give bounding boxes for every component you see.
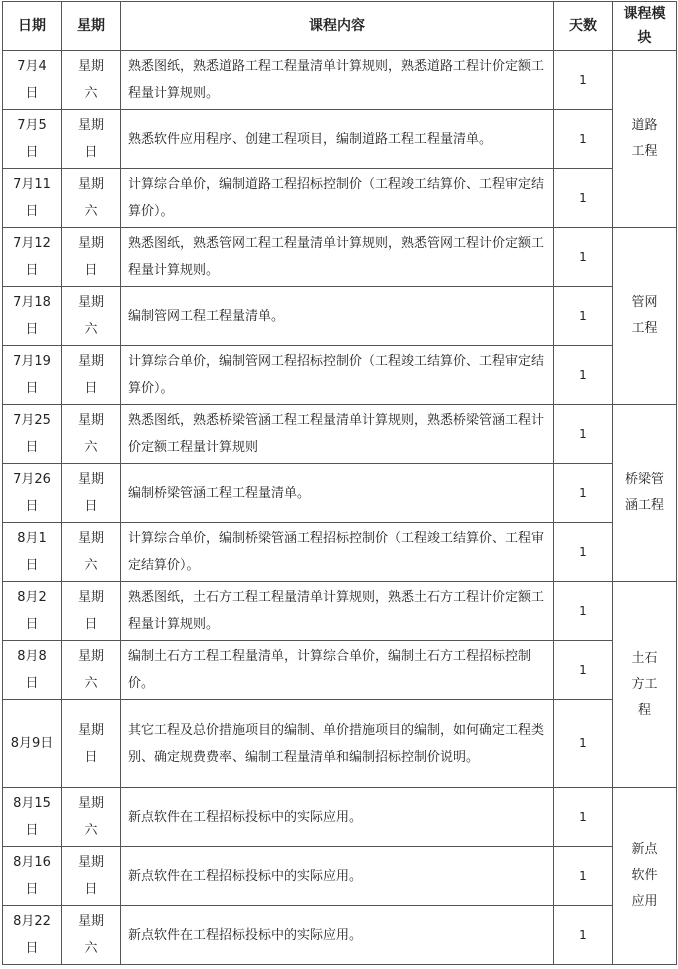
weekday-text: 星期日 (77, 722, 104, 765)
days-cell: 1 (554, 169, 613, 228)
content-cell: 熟悉图纸，熟悉道路工程工程量清单计算规则，熟悉道路工程计价定额工程量计算规则。 (121, 51, 554, 110)
date-cell (3, 847, 62, 906)
weekday-cell (62, 110, 121, 169)
module-label: 管网工程 (631, 295, 658, 336)
weekday-text: 星期六 (77, 914, 104, 956)
date-text: 8月15日 (13, 796, 51, 838)
table-row (3, 582, 677, 641)
weekday-text: 星期日 (77, 236, 104, 278)
module-label: 桥梁管涵工程 (624, 472, 664, 513)
table-row (3, 228, 677, 287)
module-label: 土石方工程 (631, 650, 658, 718)
weekday-text: 星期日 (77, 855, 104, 897)
date-cell (3, 641, 62, 700)
table-row (3, 788, 677, 847)
date-cell (3, 169, 62, 228)
date-text: 7月25日 (13, 413, 51, 455)
content-cell: 计算综合单价，编制管网工程招标控制价（工程竣工结算价、工程审定结算价）。 (121, 346, 554, 405)
date-cell (3, 346, 62, 405)
table-row (3, 906, 677, 965)
weekday-cell (62, 788, 121, 847)
weekday-cell (62, 906, 121, 965)
date-text: 7月11日 (13, 177, 51, 219)
date-cell (3, 788, 62, 847)
header-days: 天数 (554, 2, 613, 51)
date-cell (3, 582, 62, 641)
days-cell: 1 (554, 346, 613, 405)
table-row (3, 51, 677, 110)
module-cell (613, 405, 677, 582)
days-cell: 1 (554, 906, 613, 965)
days-cell: 1 (554, 51, 613, 110)
date-text: 8月1日 (17, 531, 47, 573)
content-cell: 编制土石方工程工程量清单，计算综合单价，编制土石方工程招标控制价。 (121, 641, 554, 700)
weekday-text: 星期日 (77, 354, 104, 396)
table-row (3, 287, 677, 346)
date-text: 7月5日 (17, 118, 47, 160)
content-cell: 新点软件在工程招标投标中的实际应用。 (121, 847, 554, 906)
content-cell: 熟悉图纸，土石方工程工程量清单计算规则，熟悉土石方工程计价定额工程量计算规则。 (121, 582, 554, 641)
table-row (3, 641, 677, 700)
date-text: 8月16日 (13, 855, 51, 897)
weekday-text: 星期日 (77, 118, 104, 160)
module-label: 道路工程 (631, 118, 658, 159)
weekday-cell (62, 228, 121, 287)
content-cell: 编制桥梁管涵工程工程量清单。 (121, 464, 554, 523)
content-cell: 计算综合单价，编制桥梁管涵工程招标控制价（工程竣工结算价、工程审定结算价）。 (121, 523, 554, 582)
weekday-cell (62, 346, 121, 405)
table-row (3, 110, 677, 169)
module-label: 新点软件应用 (631, 842, 658, 909)
weekday-text: 星期日 (77, 472, 104, 514)
table-row (3, 464, 677, 523)
header-date: 日期 (3, 2, 62, 51)
weekday-cell (62, 847, 121, 906)
weekday-text: 星期六 (77, 295, 104, 337)
weekday-text: 星期六 (77, 796, 104, 838)
weekday-text: 星期六 (77, 649, 104, 691)
table-header-row (3, 2, 677, 51)
content-cell: 其它工程及总价措施项目的编制、单价措施项目的编制，如何确定工程类别、确定规费费率、编制工程量清单和编制招标控制价说明。 (121, 700, 554, 788)
days-cell: 1 (554, 582, 613, 641)
weekday-cell (62, 523, 121, 582)
header-module-label: 课程模块 (623, 6, 666, 46)
content-cell: 新点软件在工程招标投标中的实际应用。 (121, 788, 554, 847)
course-schedule-table (2, 1, 677, 965)
days-cell: 1 (554, 464, 613, 523)
module-cell (613, 51, 677, 228)
date-text: 8月9日 (10, 736, 54, 751)
days-cell: 1 (554, 641, 613, 700)
days-cell: 1 (554, 228, 613, 287)
date-text: 8月2日 (17, 590, 47, 632)
module-cell (613, 582, 677, 788)
content-cell: 编制管网工程工程量清单。 (121, 287, 554, 346)
weekday-text: 星期日 (77, 590, 104, 632)
days-cell: 1 (554, 847, 613, 906)
date-cell (3, 405, 62, 464)
days-cell: 1 (554, 523, 613, 582)
date-cell (3, 51, 62, 110)
weekday-text: 星期六 (77, 531, 104, 573)
date-text: 7月4日 (17, 59, 47, 101)
weekday-text: 星期六 (77, 413, 104, 455)
weekday-cell (62, 405, 121, 464)
weekday-cell (62, 51, 121, 110)
date-text: 7月26日 (13, 472, 51, 514)
weekday-cell (62, 641, 121, 700)
days-cell: 1 (554, 110, 613, 169)
content-cell: 熟悉图纸，熟悉管网工程工程量清单计算规则，熟悉管网工程计价定额工程量计算规则。 (121, 228, 554, 287)
days-cell: 1 (554, 405, 613, 464)
weekday-cell (62, 287, 121, 346)
header-module (613, 2, 677, 51)
date-text: 8月8日 (17, 649, 47, 691)
date-cell (3, 110, 62, 169)
module-cell (613, 788, 677, 965)
header-content: 课程内容 (121, 2, 554, 51)
days-cell: 1 (554, 287, 613, 346)
weekday-cell (62, 464, 121, 523)
days-cell: 1 (554, 788, 613, 847)
weekday-text: 星期六 (77, 59, 104, 101)
date-text: 7月18日 (13, 295, 51, 337)
weekday-cell (62, 582, 121, 641)
date-cell (3, 287, 62, 346)
module-cell (613, 228, 677, 405)
table-row (3, 169, 677, 228)
table-row (3, 847, 677, 906)
date-cell (3, 906, 62, 965)
table-row (3, 700, 677, 788)
date-cell (3, 464, 62, 523)
date-cell (3, 228, 62, 287)
table-row (3, 405, 677, 464)
date-text: 7月12日 (13, 236, 51, 278)
table-row (3, 523, 677, 582)
content-cell: 计算综合单价，编制道路工程招标控制价（工程竣工结算价、工程审定结算价）。 (121, 169, 554, 228)
date-text: 7月19日 (13, 354, 51, 396)
table-row (3, 346, 677, 405)
date-cell (3, 523, 62, 582)
days-cell: 1 (554, 700, 613, 788)
date-cell (3, 700, 62, 788)
header-weekday: 星期 (62, 2, 121, 51)
content-cell: 新点软件在工程招标投标中的实际应用。 (121, 906, 554, 965)
weekday-cell (62, 169, 121, 228)
weekday-cell (62, 700, 121, 788)
content-cell: 熟悉软件应用程序、创建工程项目，编制道路工程工程量清单。 (121, 110, 554, 169)
weekday-text: 星期六 (77, 177, 104, 219)
content-cell: 熟悉图纸，熟悉桥梁管涵工程工程量清单计算规则，熟悉桥梁管涵工程计价定额工程量计算规则 (121, 405, 554, 464)
date-text: 8月22日 (13, 914, 51, 956)
